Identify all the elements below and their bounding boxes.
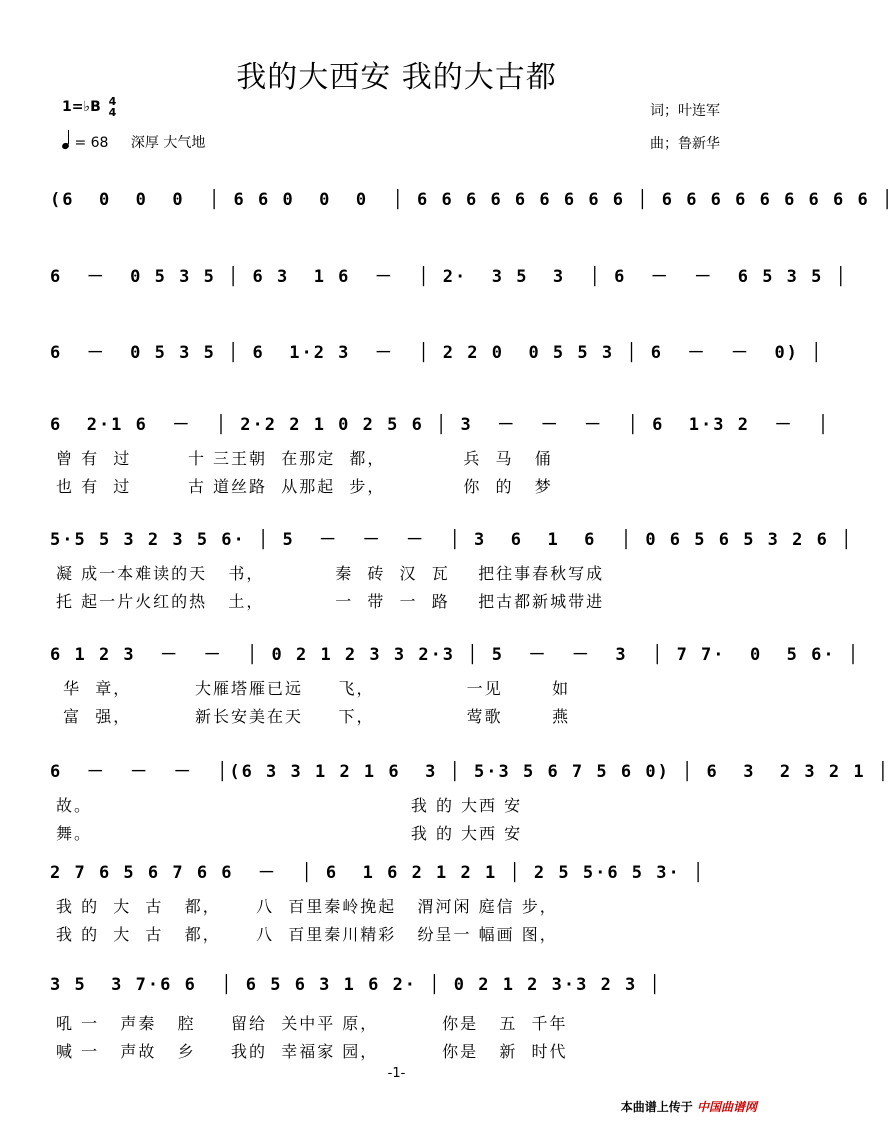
notation-text: 6 － 0 5 3 5 │ 6 3 1 6 － │ 2· 3 5 3 │ 6 － － 6 5 3 5 │ (50, 267, 848, 287)
notation-text: 6 1 2 3 － － │ 0 2 1 2 3 3 2·3 │ 5 － － 3 │ 7 7· 0 5 6· │ (50, 645, 861, 665)
lyricist-credit: 词；叶连军 (650, 103, 720, 119)
composer-credit: 曲；鲁新华 (650, 136, 720, 152)
lyric-verse-2: 我 的 大 古 都， 八 百里秦川精彩 纷呈一 幅画 图， (56, 925, 558, 944)
lyric-verse-1: 华 章， 大雁塔雁已远 飞， 一见 如 (56, 679, 571, 698)
time-bottom: 4 (108, 106, 117, 119)
lyric-verse-1: 吼 一 声秦 腔 留给 关中平 原， 你是 五 千年 (56, 1014, 568, 1033)
lyric-verse-2: 舞。 我 的 大西 安 (56, 824, 523, 843)
notation-text: 5·5 5 3 2 3 5 6· │ 5 － － － │ 3 6 1 6 │ 0 6 5 6 5 3 2 6 │ (50, 530, 854, 550)
lyric-verse-1: 故。 我 的 大西 安 (56, 796, 523, 815)
time-top: 4 (108, 95, 117, 108)
footer-brand: 中国曲谱网 (696, 1100, 757, 1114)
score-title: 我的大西安 我的大古都 (236, 60, 557, 95)
lyric-verse-1: 曾 有 过 十 三王朝 在那定 都， 兵 马 俑 (56, 449, 553, 468)
notation-text: 3 5 3 7·6 6 │ 6 5 6 3 1 6 2· │ 0 2 1 2 3·3 2 3 │ (50, 975, 662, 995)
time-signature (109, 96, 117, 118)
page-number: -1- (387, 1066, 406, 1081)
notation-text: 6 2·1 6 － │ 2·2 2 1 0 2 5 6 │ 3 － － － │ 6 1·3 2 － │ (50, 415, 831, 435)
key-signature (62, 96, 116, 118)
notation-text: 6 － 0 5 3 5 │ 6 1·2 3 － │ 2 2 0 0 5 5 3 │ 6 － － 0) │ (50, 343, 824, 363)
lyric-verse-1: 凝 成一本难读的天 书， 秦 砖 汉 瓦 把往事春秋写成 (56, 564, 605, 583)
notation-text: 6 － － － │(6 3 3 1 2 1 6 3 │ 5·3 5 6 7 5 6 0) │ 6 3 2 3 2 1 │ (50, 762, 891, 782)
key-label: 1=♭B (62, 99, 101, 115)
notation-text: (6 0 0 0 │ 6 6 0 0 0 │ 6 6 6 6 6 6 6 6 6 │ 6 6 6 6 6 6 6 6 6 │ (50, 190, 894, 210)
footer-text: 本曲谱上传于 (620, 1100, 693, 1114)
tempo-marking (62, 132, 205, 152)
lyric-verse-2: 富 强， 新长安美在天 下， 莺歌 燕 (56, 707, 571, 726)
notation-text: 2 7 6 5 6 7 6 6 － │ 6 1 6 2 1 2 1 │ 2 5 5·6 5 3· │ (50, 863, 706, 883)
lyric-verse-1: 我 的 大 古 都， 八 百里秦岭挽起 渭河闲 庭信 步， (56, 897, 558, 916)
lyric-verse-2: 也 有 过 古 道丝路 从那起 步， 你 的 梦 (56, 477, 553, 496)
lyric-verse-2: 喊 一 声故 乡 我的 幸福家 园， 你是 新 时代 (56, 1042, 568, 1061)
footer-credit (621, 1098, 757, 1115)
lyric-verse-2: 托 起一片火红的热 土， 一 带 一 路 把古都新城带进 (56, 592, 605, 611)
tempo-value: = 68 (74, 135, 109, 151)
expression-text: 深厚 大气地 (130, 135, 206, 151)
